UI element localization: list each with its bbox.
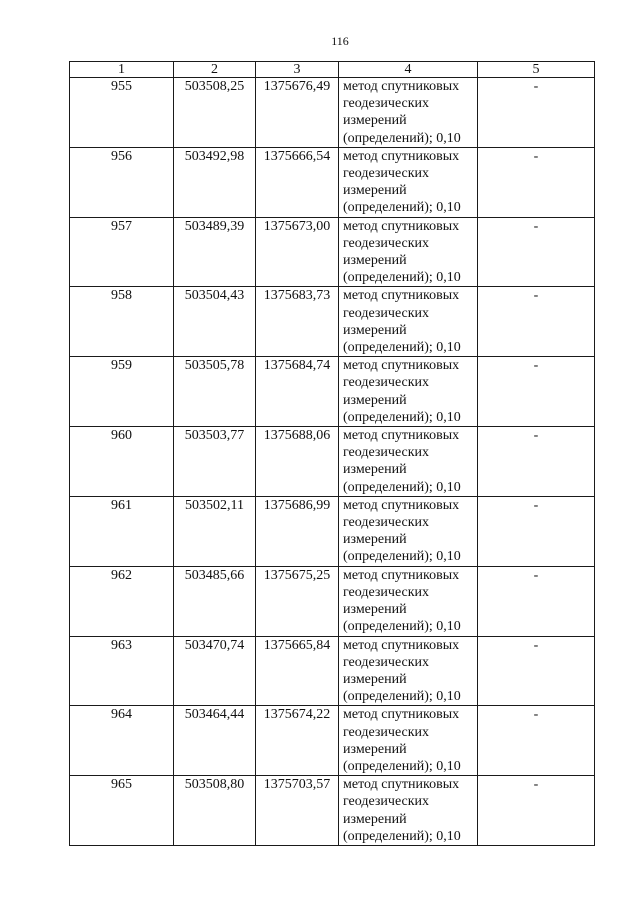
header-col-5: 5 [478,62,595,78]
method-line: измерений [343,322,407,338]
y-coordinate-cell: 1375675,25 [256,566,339,636]
method-line: (определений); 0,10 [343,340,461,356]
table-row [70,287,595,357]
table-header-row [70,62,595,78]
method-cell [339,147,478,217]
header-col-1: 1 [70,62,174,78]
method-line: (определений); 0,10 [343,828,461,844]
method-line: измерений [343,741,407,757]
method-line: (определений); 0,10 [343,270,461,286]
note-cell: - [478,217,595,287]
y-coordinate-cell: 1375683,73 [256,287,339,357]
y-coordinate-cell: 1375674,22 [256,706,339,776]
x-coordinate-cell: 503470,74 [174,636,256,706]
header-col-2: 2 [174,62,256,78]
table-row [70,427,595,497]
method-cell [339,776,478,846]
y-coordinate-cell: 1375703,57 [256,776,339,846]
method-line: геодезических [343,445,430,461]
method-line: геодезических [343,654,430,670]
method-line: (определений); 0,10 [343,758,461,774]
method-line: геодезических [343,724,430,740]
method-line: геодезических [343,96,430,112]
method-line: геодезических [343,375,430,391]
method-line: метод спутниковых [343,707,460,723]
method-line: метод спутниковых [343,288,460,304]
method-line: (определений); 0,10 [343,619,461,635]
y-coordinate-cell: 1375688,06 [256,427,339,497]
method-line: (определений); 0,10 [343,689,461,705]
method-line: геодезических [343,794,430,810]
method-line: метод спутниковых [343,777,460,793]
x-coordinate-cell: 503503,77 [174,427,256,497]
point-number-cell: 961 [70,496,174,566]
table-row [70,217,595,287]
method-line: геодезических [343,515,430,531]
table-row [70,357,595,427]
method-line: измерений [343,602,407,618]
note-cell: - [478,78,595,148]
note-cell: - [478,357,595,427]
method-line: измерений [343,113,407,129]
point-number-cell: 957 [70,217,174,287]
method-line: измерений [343,253,407,269]
table-row [70,147,595,217]
method-line: метод спутниковых [343,637,460,653]
note-cell: - [478,287,595,357]
point-number-cell: 960 [70,427,174,497]
method-line: измерений [343,811,407,827]
y-coordinate-cell: 1375673,00 [256,217,339,287]
header-col-3: 3 [256,62,339,78]
method-line: геодезических [343,305,430,321]
method-cell [339,706,478,776]
point-number-cell: 956 [70,147,174,217]
method-line: метод спутниковых [343,567,460,583]
method-line: метод спутниковых [343,218,460,234]
note-cell: - [478,427,595,497]
method-line: измерений [343,183,407,199]
table-row [70,706,595,776]
note-cell: - [478,776,595,846]
x-coordinate-cell: 503502,11 [174,496,256,566]
table-row [70,78,595,148]
page-number: 116 [331,34,349,48]
x-coordinate-cell: 503508,80 [174,776,256,846]
x-coordinate-cell: 503504,43 [174,287,256,357]
method-cell [339,78,478,148]
method-line: измерений [343,532,407,548]
method-line: (определений); 0,10 [343,130,461,146]
method-cell [339,217,478,287]
method-line: геодезических [343,166,430,182]
x-coordinate-cell: 503508,25 [174,78,256,148]
x-coordinate-cell: 503505,78 [174,357,256,427]
point-number-cell: 962 [70,566,174,636]
table-row [70,566,595,636]
method-line: метод спутниковых [343,148,460,164]
point-number-cell: 955 [70,78,174,148]
table-row [70,776,595,846]
method-line: метод спутниковых [343,79,460,94]
y-coordinate-cell: 1375686,99 [256,496,339,566]
method-line: (определений); 0,10 [343,549,461,565]
method-line: (определений); 0,10 [343,409,461,425]
y-coordinate-cell: 1375666,54 [256,147,339,217]
x-coordinate-cell: 503492,98 [174,147,256,217]
method-cell [339,287,478,357]
table-row [70,496,595,566]
point-number-cell: 963 [70,636,174,706]
point-number-cell: 958 [70,287,174,357]
y-coordinate-cell: 1375684,74 [256,357,339,427]
method-line: геодезических [343,235,430,251]
note-cell: - [478,496,595,566]
y-coordinate-cell: 1375676,49 [256,78,339,148]
method-cell [339,566,478,636]
y-coordinate-cell: 1375665,84 [256,636,339,706]
x-coordinate-cell: 503464,44 [174,706,256,776]
method-line: (определений); 0,10 [343,200,461,216]
method-cell [339,496,478,566]
point-number-cell: 959 [70,357,174,427]
note-cell: - [478,147,595,217]
header-col-4: 4 [339,62,478,78]
method-line: метод спутниковых [343,497,460,513]
method-line: (определений); 0,10 [343,479,461,495]
method-line: геодезических [343,584,430,600]
method-line: измерений [343,671,407,687]
point-number-cell: 965 [70,776,174,846]
method-cell [339,636,478,706]
method-cell [339,427,478,497]
method-line: измерений [343,392,407,408]
table-row [70,636,595,706]
x-coordinate-cell: 503485,66 [174,566,256,636]
coordinates-table [69,61,595,846]
method-line: метод спутниковых [343,428,460,444]
note-cell: - [478,636,595,706]
method-line: измерений [343,462,407,478]
method-cell [339,357,478,427]
point-number-cell: 964 [70,706,174,776]
note-cell: - [478,566,595,636]
x-coordinate-cell: 503489,39 [174,217,256,287]
note-cell: - [478,706,595,776]
method-line: метод спутниковых [343,358,460,374]
